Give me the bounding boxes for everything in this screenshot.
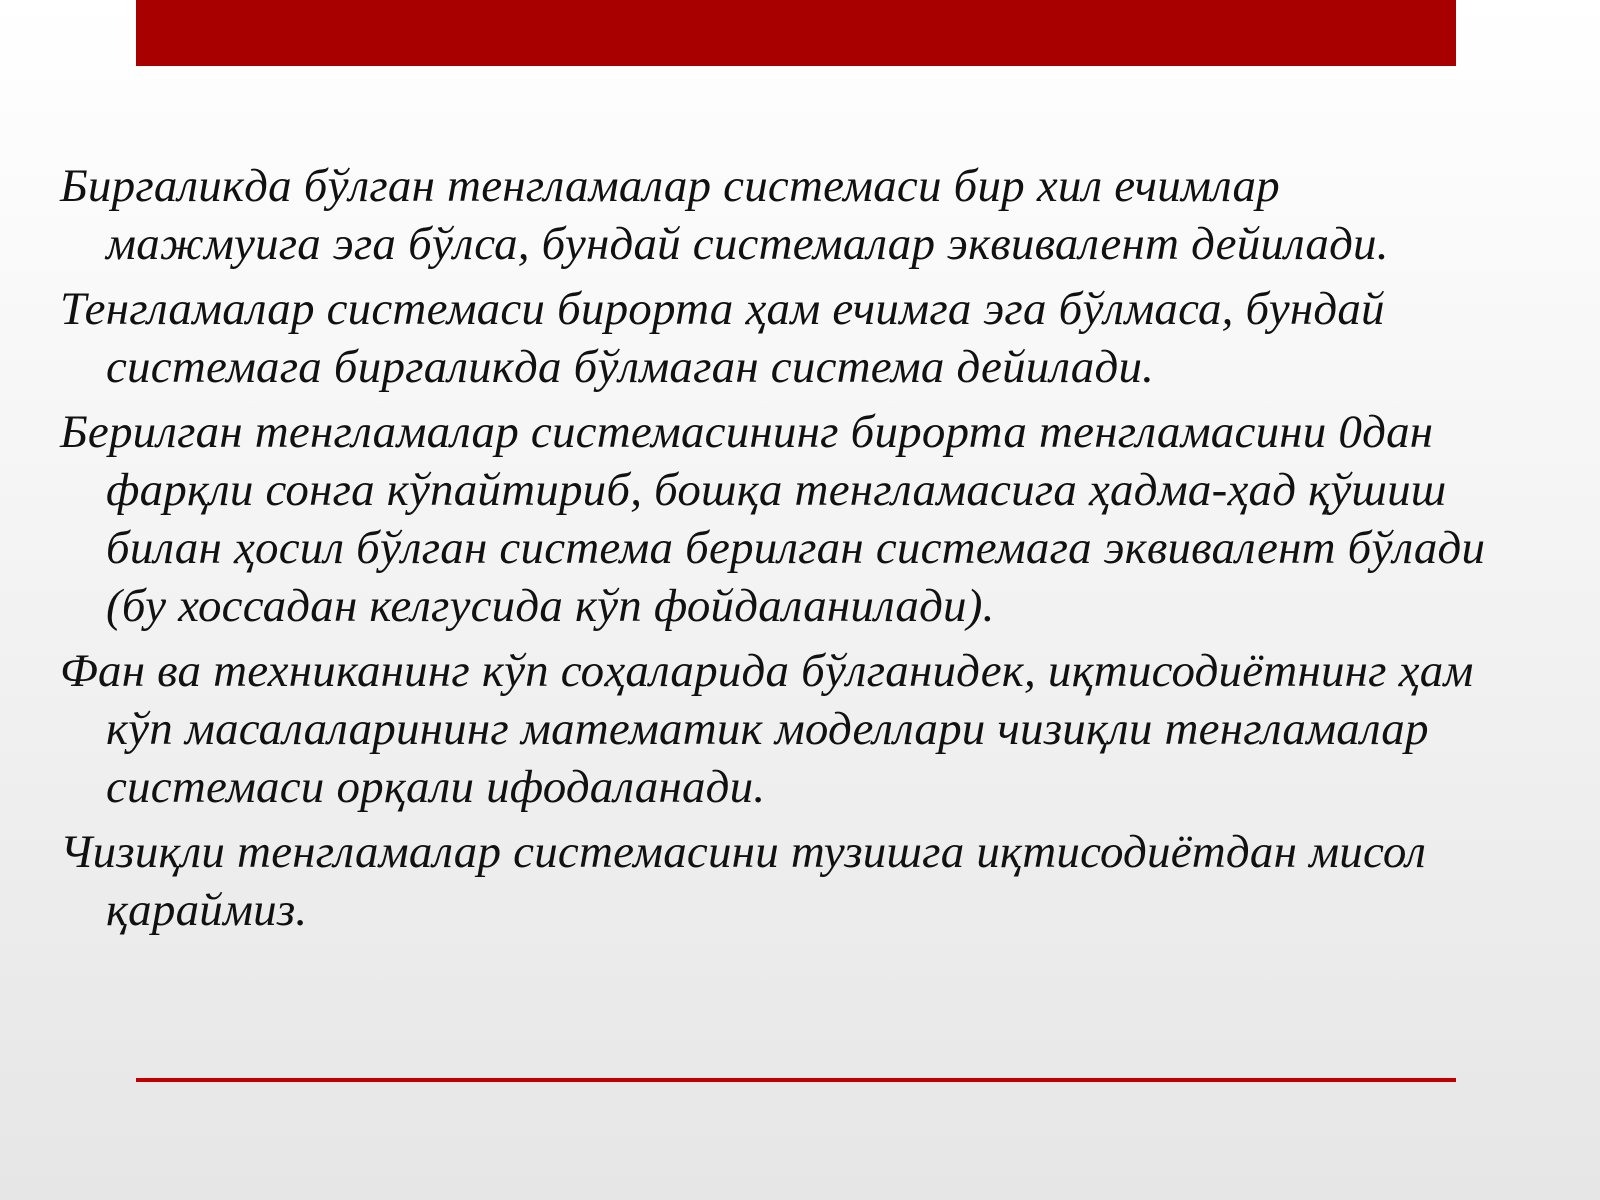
paragraph-equivalent-systems: Биргаликда бўлган тенгламалар системаси бир хил ечимлар мажмуига эга бўлса, бундай системалар эквивалент дейилади. [60, 160, 1389, 270]
paragraph-equivalent-transformation: Берилган тенгламалар системасининг бирорта тенгламасини 0дан фарқли сонга кўпайтириб, бошқа тенгламасига ҳадма-ҳад қўшиш билан ҳосил бўлган система берилган системага эквивалент бўлади (бу хоссадан келгусида кўп фойдаланилади). [60, 406, 1486, 632]
bottom-accent-line [136, 1078, 1456, 1082]
slide-body [60, 157, 1500, 946]
paragraph-inconsistent-system: Тенгламалар системаси бирорта ҳам ечимга эга бўлмаса, бундай системага биргаликда бўлмаган система дейилади. [60, 283, 1385, 393]
top-accent-bar [136, 0, 1456, 66]
paragraph-example-intro: Чизиқли тенгламалар системасини тузишга иқтисодиётдан мисол қараймиз. [60, 826, 1427, 936]
paragraph-economics-models: Фан ва техниканинг кўп соҳаларида бўлганидек, иқтисодиётнинг ҳам кўп масалаларининг математик моделлари чизиқли тенгламалар системаси орқали ифодаланади. [60, 645, 1474, 813]
